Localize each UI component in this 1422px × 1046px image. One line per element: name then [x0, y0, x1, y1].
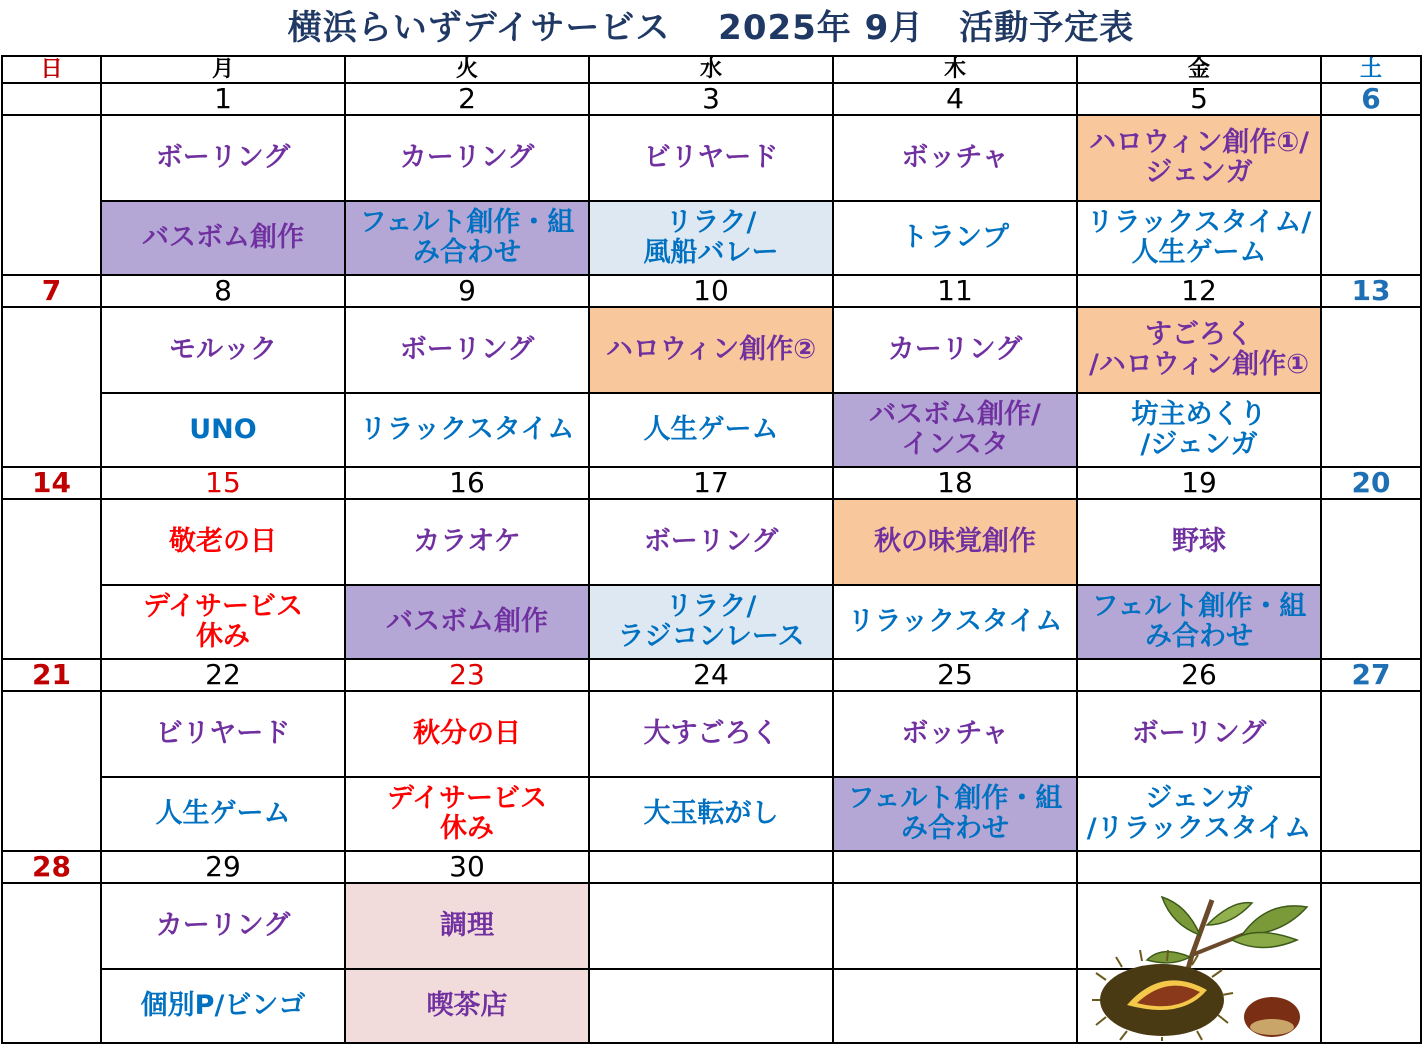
- activity-morning: [833, 883, 1077, 969]
- date-number: 8: [101, 275, 345, 307]
- activity-morning: 野球: [1077, 499, 1321, 585]
- saturday-empty-cell: [1321, 883, 1421, 1043]
- date-number: [833, 851, 1077, 883]
- sunday-empty-cell: [2, 115, 101, 275]
- activity-afternoon: 坊主めくり /ジェンガ: [1077, 393, 1321, 467]
- activity-morning: 秋の味覚創作: [833, 499, 1077, 585]
- activity-afternoon: 喫茶店: [345, 969, 589, 1043]
- date-number: 13: [1321, 275, 1421, 307]
- activity-afternoon: トランプ: [833, 201, 1077, 275]
- date-number: 9: [345, 275, 589, 307]
- sunday-empty-cell: [2, 883, 101, 1043]
- activity-morning: カーリング: [345, 115, 589, 201]
- weekday-header-mon: 月: [101, 56, 345, 83]
- date-number: 12: [1077, 275, 1321, 307]
- activity-afternoon: [833, 969, 1077, 1043]
- date-number: 11: [833, 275, 1077, 307]
- activity-morning: ハロウィン創作①/ ジェンガ: [1077, 115, 1321, 201]
- date-number: 20: [1321, 467, 1421, 499]
- activity-morning: 秋分の日: [345, 691, 589, 777]
- date-number: 21: [2, 659, 101, 691]
- activity-afternoon: デイサービス 休み: [345, 777, 589, 851]
- activity-afternoon: 人生ゲーム: [589, 393, 833, 467]
- activity-morning: ボーリング: [101, 115, 345, 201]
- activity-morning: すごろく /ハロウィン創作①: [1077, 307, 1321, 393]
- activity-morning: モルック: [101, 307, 345, 393]
- activity-afternoon: デイサービス 休み: [101, 585, 345, 659]
- activity-morning: 敬老の日: [101, 499, 345, 585]
- date-number: 4: [833, 83, 1077, 115]
- activity-morning: ハロウィン創作②: [589, 307, 833, 393]
- activity-morning: ビリヤード: [589, 115, 833, 201]
- activity-morning: ボッチャ: [833, 691, 1077, 777]
- activity-afternoon: 人生ゲーム: [101, 777, 345, 851]
- sunday-empty-cell: [2, 499, 101, 659]
- activity-morning: [589, 883, 833, 969]
- activity-morning: ビリヤード: [101, 691, 345, 777]
- activity-afternoon: バスボム創作: [101, 201, 345, 275]
- activity-afternoon: リラク/ ラジコンレース: [589, 585, 833, 659]
- sunday-empty-cell: [2, 307, 101, 467]
- weekday-header-sun: 日: [2, 56, 101, 83]
- activity-afternoon: 大玉転がし: [589, 777, 833, 851]
- date-number: 22: [101, 659, 345, 691]
- activity-afternoon: バスボム創作: [345, 585, 589, 659]
- activity-morning: カーリング: [833, 307, 1077, 393]
- date-number: 1: [101, 83, 345, 115]
- date-number: 16: [345, 467, 589, 499]
- date-number: 19: [1077, 467, 1321, 499]
- date-number: 17: [589, 467, 833, 499]
- weekday-header-fri: 金: [1077, 56, 1321, 83]
- saturday-empty-cell: [1321, 307, 1421, 467]
- activity-afternoon: バスボム創作/ インスタ: [833, 393, 1077, 467]
- activity-morning: ボッチャ: [833, 115, 1077, 201]
- date-number: 6: [1321, 83, 1421, 115]
- saturday-empty-cell: [1321, 691, 1421, 851]
- date-number: 14: [2, 467, 101, 499]
- activity-morning: カーリング: [101, 883, 345, 969]
- activity-morning: ボーリング: [589, 499, 833, 585]
- page-title: 横浜らいずデイサービス 2025年 9月 活動予定表: [287, 8, 1135, 48]
- weekday-header-thu: 木: [833, 56, 1077, 83]
- date-number: 5: [1077, 83, 1321, 115]
- date-number: 3: [589, 83, 833, 115]
- date-number: 2: [345, 83, 589, 115]
- activity-afternoon: UNO: [101, 393, 345, 467]
- activity-morning: ボーリング: [1077, 691, 1321, 777]
- date-number: 25: [833, 659, 1077, 691]
- date-number: 15: [101, 467, 345, 499]
- date-number: [1077, 851, 1321, 883]
- weekday-header-wed: 水: [589, 56, 833, 83]
- date-number: [2, 83, 101, 115]
- date-number: 27: [1321, 659, 1421, 691]
- activity-afternoon: フェルト創作・組 み合わせ: [345, 201, 589, 275]
- weekday-header-tue: 火: [345, 56, 589, 83]
- activity-afternoon: フェルト創作・組 み合わせ: [833, 777, 1077, 851]
- date-number: 7: [2, 275, 101, 307]
- activity-afternoon: フェルト創作・組 み合わせ: [1077, 585, 1321, 659]
- date-number: 10: [589, 275, 833, 307]
- saturday-empty-cell: [1321, 499, 1421, 659]
- date-number: 29: [101, 851, 345, 883]
- activity-morning: ボーリング: [345, 307, 589, 393]
- weekday-header-sat: 土: [1321, 56, 1421, 83]
- activity-afternoon: リラックスタイム: [833, 585, 1077, 659]
- saturday-empty-cell: [1321, 115, 1421, 275]
- date-number: 28: [2, 851, 101, 883]
- activity-afternoon: ジェンガ /リラックスタイム: [1077, 777, 1321, 851]
- activity-afternoon: [589, 969, 833, 1043]
- date-number: 24: [589, 659, 833, 691]
- date-number: [1321, 851, 1421, 883]
- activity-afternoon: 個別P/ビンゴ: [101, 969, 345, 1043]
- activity-afternoon: リラックスタイム/ 人生ゲーム: [1077, 201, 1321, 275]
- activity-morning: 調理: [345, 883, 589, 969]
- sunday-empty-cell: [2, 691, 101, 851]
- date-number: 23: [345, 659, 589, 691]
- chestnut-illustration-icon: [1092, 895, 1312, 1041]
- activity-afternoon: リラク/ 風船バレー: [589, 201, 833, 275]
- date-number: 18: [833, 467, 1077, 499]
- date-number: [589, 851, 833, 883]
- date-number: 26: [1077, 659, 1321, 691]
- activity-morning: カラオケ: [345, 499, 589, 585]
- activity-afternoon: リラックスタイム: [345, 393, 589, 467]
- date-number: 30: [345, 851, 589, 883]
- activity-morning: 大すごろく: [589, 691, 833, 777]
